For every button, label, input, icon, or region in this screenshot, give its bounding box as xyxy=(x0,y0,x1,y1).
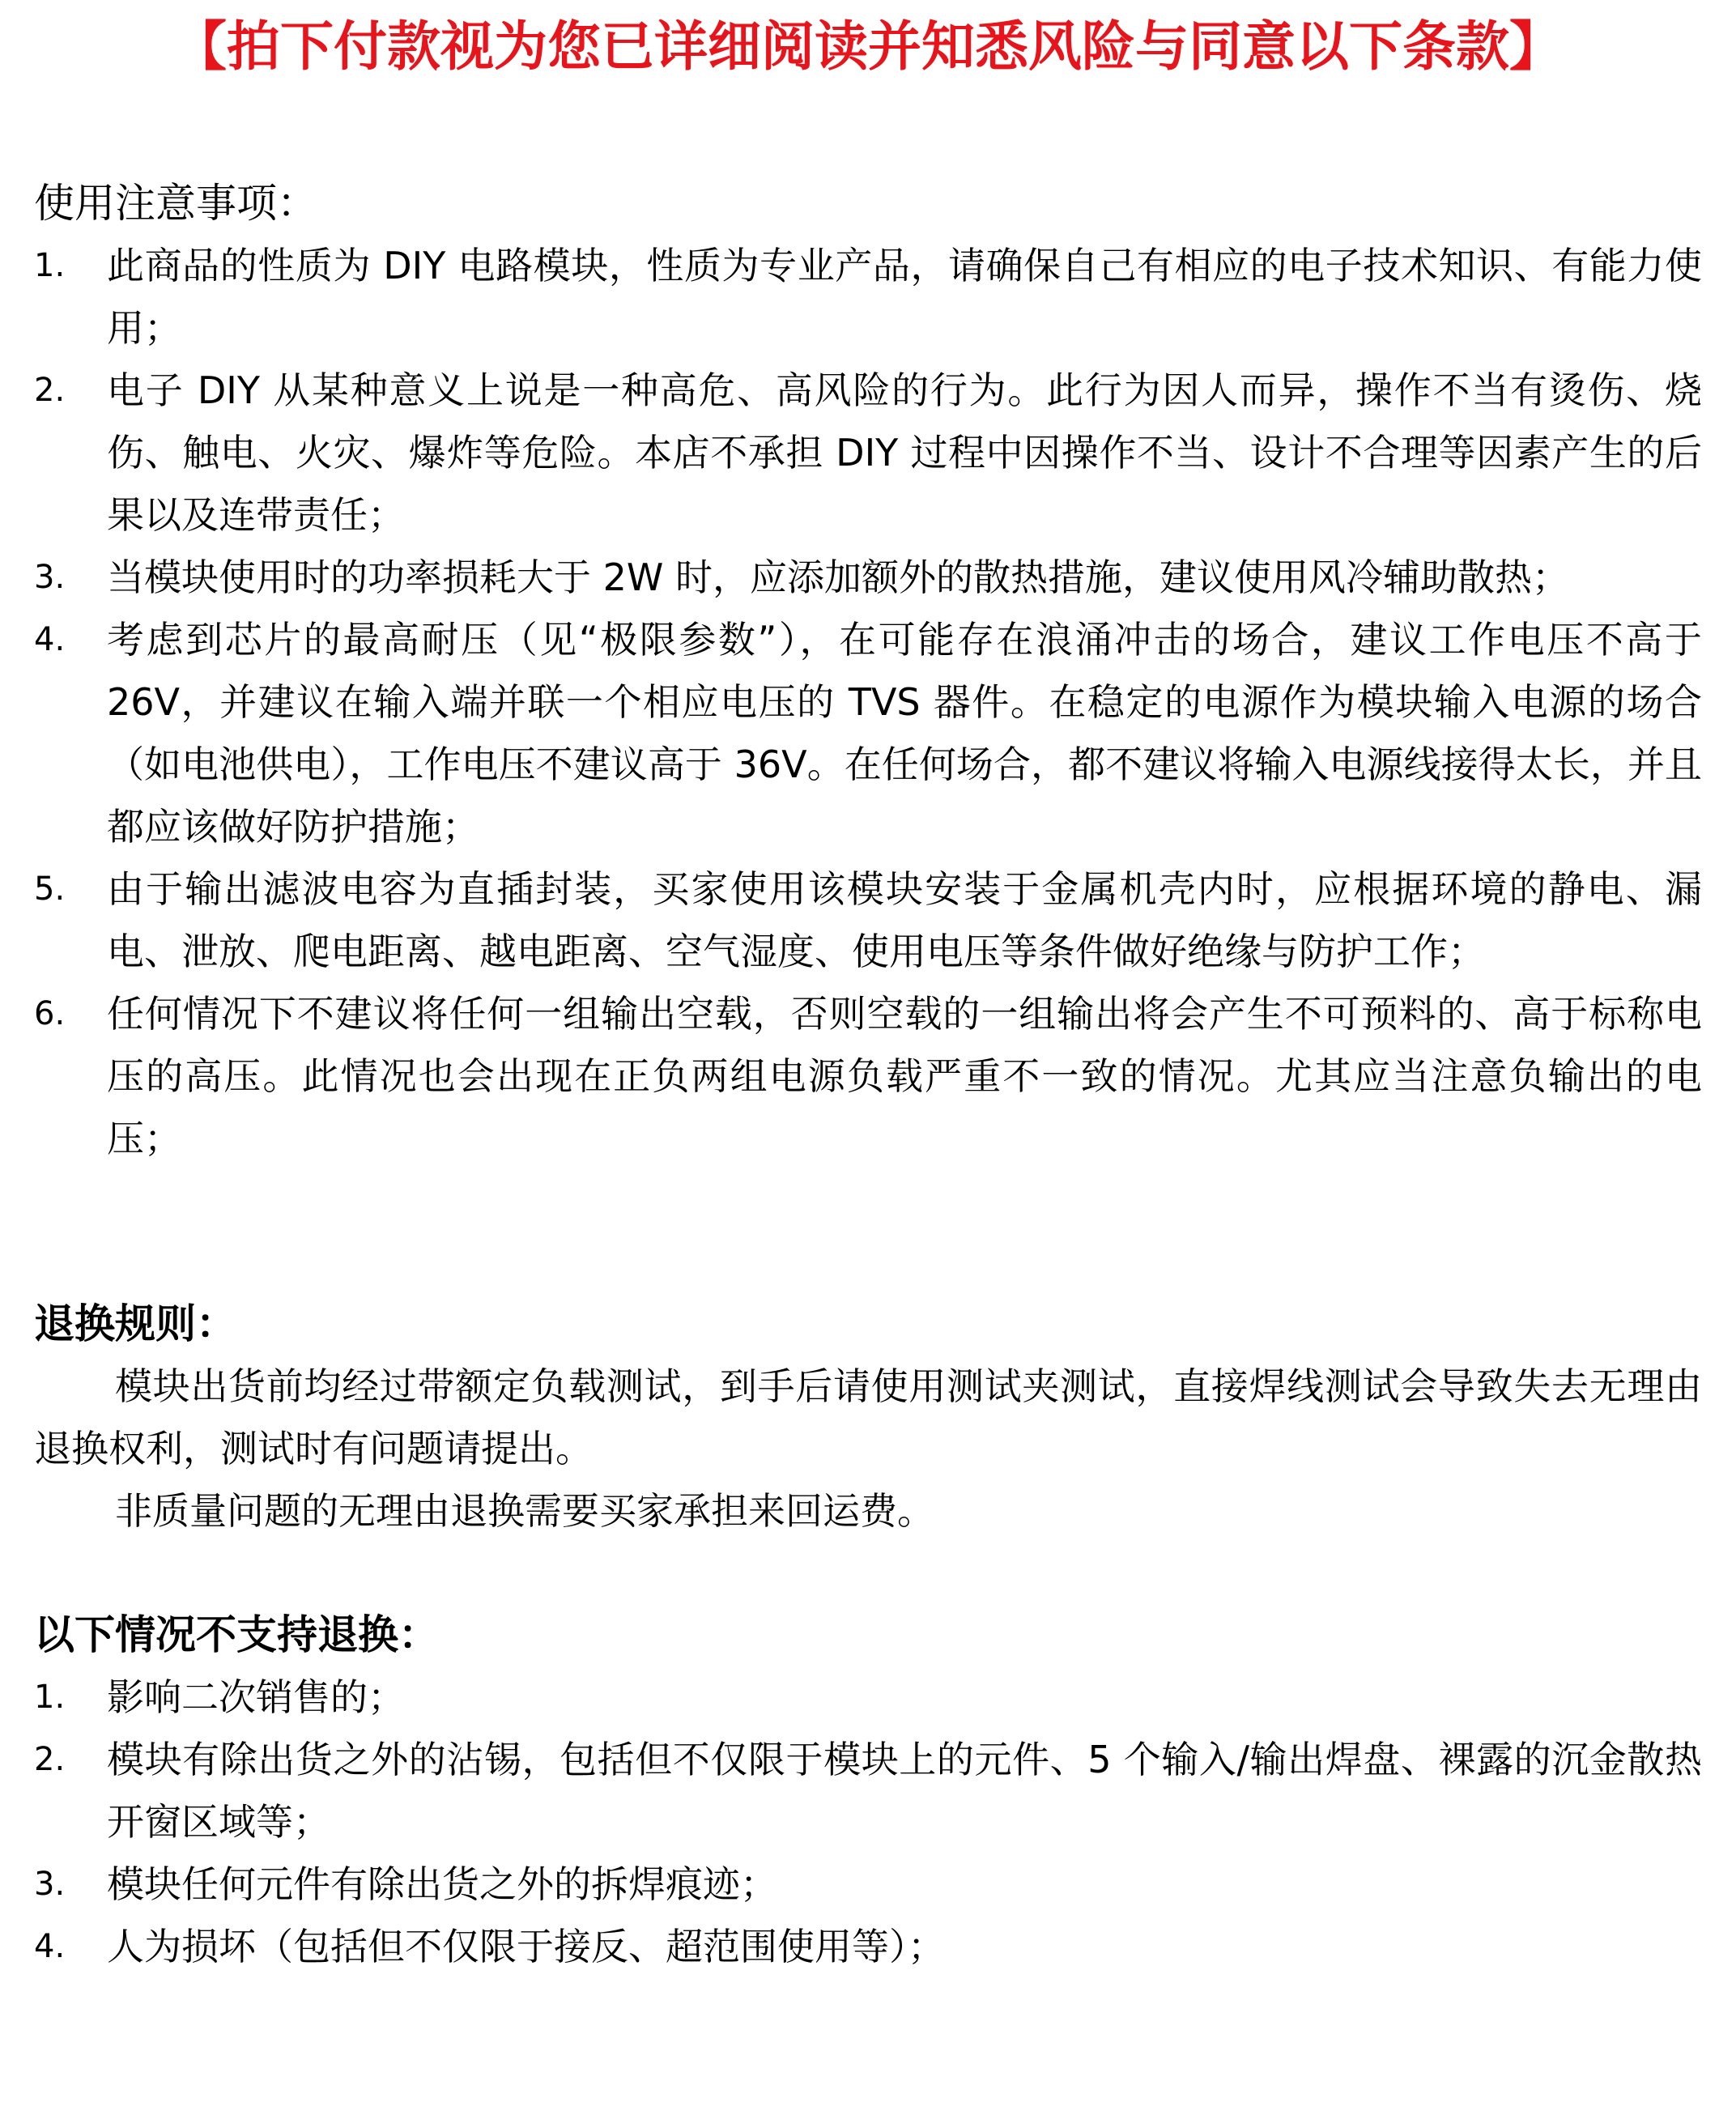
no-return-list xyxy=(34,1666,1702,1978)
item-number: 1. xyxy=(34,1679,66,1716)
item-text: 考虑到芯片的最高耐压（见“极限参数”），在可能存在浪涌冲击的场合，建议工作电压不高于 26V，并建议在输入端并联一个相应电压的 TVS 器件。在稳定的电源作为模块输入电源的场合（如电池供电），工作电压不建议高于 36V。在任何场合，都不建议将输入电源线接得太长，并且都应该做好防护措施； xyxy=(107,618,1702,849)
item-number: 4. xyxy=(34,621,66,658)
item-number: 1. xyxy=(34,247,66,284)
item-text: 影响二次销售的； xyxy=(107,1675,405,1719)
item-text: 由于输出滤波电容为直插封装，买家使用该模块安装于金属机壳内时，应根据环境的静电、漏电、泄放、爬电距离、越电距离、空气湿度、使用电压等条件做好绝缘与防护工作； xyxy=(107,867,1702,973)
list-item xyxy=(34,858,1702,983)
no-return-section xyxy=(34,1603,1702,1978)
item-number: 5. xyxy=(34,870,66,908)
list-item xyxy=(34,547,1702,609)
item-number: 3. xyxy=(34,1866,66,1903)
return-rules-section xyxy=(34,1292,1702,1543)
usage-notes-section xyxy=(34,172,1702,1170)
list-item xyxy=(34,609,1702,858)
return-rules-paragraph: 非质量问题的无理由退换需要买家承担来回运费。 xyxy=(115,1489,934,1533)
page-title: 【拍下付款视为您已详细阅读并知悉风险与同意以下条款】 xyxy=(173,15,1563,78)
list-item xyxy=(34,983,1702,1170)
item-number: 2. xyxy=(34,1741,66,1778)
usage-notes-heading: 使用注意事项： xyxy=(34,180,317,227)
list-item xyxy=(34,1916,1702,1978)
item-text: 人为损坏（包括但不仅限于接反、超范围使用等）； xyxy=(107,1925,945,1968)
list-item xyxy=(34,1729,1702,1853)
return-rules-heading: 退换规则： xyxy=(34,1300,236,1347)
return-rules-paragraph: 模块出货前均经过带额定负载测试，到手后请使用测试夹测试，直接焊线测试会导致失去无理由退换权利，测试时有问题请提出。 xyxy=(34,1364,1702,1470)
item-number: 6. xyxy=(34,995,66,1032)
list-item xyxy=(34,235,1702,360)
usage-notes-list xyxy=(34,235,1702,1170)
item-text: 模块有除出货之外的沾锡，包括但不仅限于模块上的元件、5 个输入/输出焊盘、裸露的沉金散热开窗区域等； xyxy=(107,1738,1702,1844)
item-text: 此商品的性质为 DIY 电路模块，性质为专业产品，请确保自己有相应的电子技术知识、有能力使用； xyxy=(107,244,1702,350)
list-item xyxy=(34,1666,1702,1729)
no-return-heading: 以下情况不支持退换： xyxy=(34,1611,439,1658)
item-number: 4. xyxy=(34,1928,66,1965)
item-text: 任何情况下不建议将任何一组输出空载，否则空载的一组输出将会产生不可预料的、高于标称电压的高压。此情况也会出现在正负两组电源负载严重不一致的情况。尤其应当注意负输出的电压； xyxy=(107,992,1702,1160)
item-number: 2. xyxy=(34,372,66,409)
item-number: 3. xyxy=(34,559,66,596)
item-text: 模块任何元件有除出货之外的拆焊痕迹； xyxy=(107,1862,777,1906)
item-text: 电子 DIY 从某种意义上说是一种高危、高风险的行为。此行为因人而异，操作不当有烫伤、烧伤、触电、火灾、爆炸等危险。本店不承担 DIY 过程中因操作不当、设计不合理等因素产生的后果以及连带责任； xyxy=(107,368,1702,537)
list-item xyxy=(34,1853,1702,1916)
item-text: 当模块使用时的功率损耗大于 2W 时，应添加额外的散热措施，建议使用风冷辅助散热； xyxy=(107,555,1569,599)
list-item xyxy=(34,360,1702,547)
